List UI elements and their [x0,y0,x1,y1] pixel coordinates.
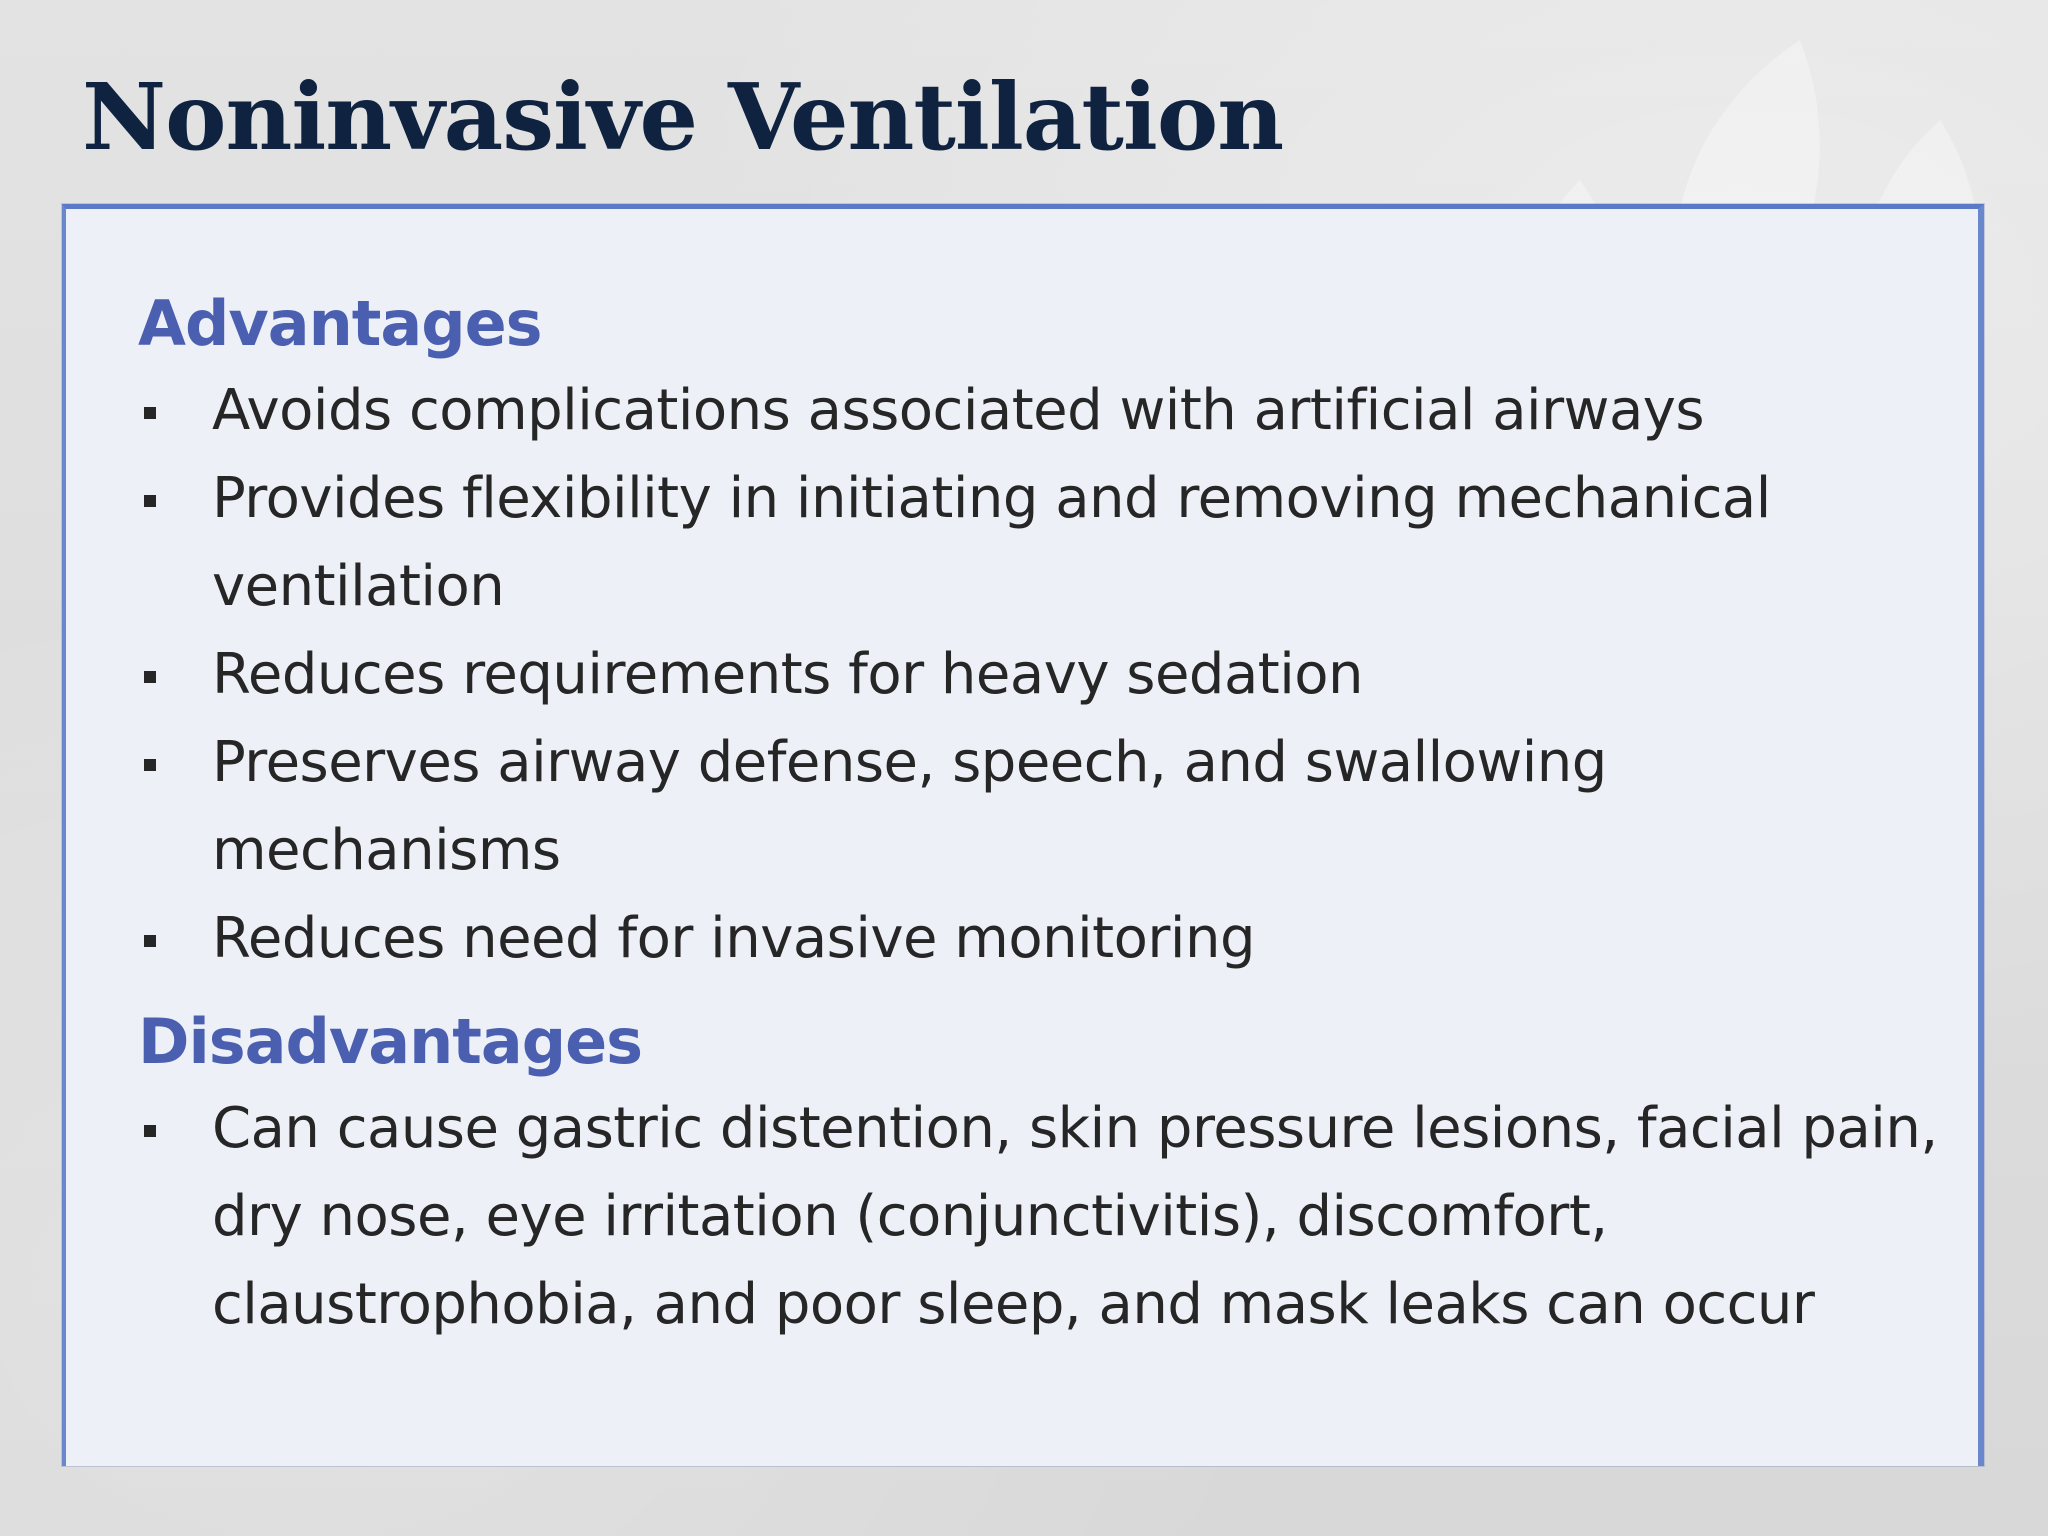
advantages-section [138,281,1938,983]
list-item-text: Reduces requirements for heavy sedation [212,642,1364,707]
bullet-icon [144,407,156,419]
advantages-heading: Advantages [138,287,542,360]
disadvantages-section [138,999,1938,1349]
list-item-text: Preserves airway defense, speech, and swallowing mechanisms [212,730,1607,883]
list-item-text: Reduces need for invasive monitoring [212,906,1255,971]
bullet-icon [144,671,156,683]
disadvantages-list [138,1085,1938,1349]
list-item [138,455,1938,631]
list-item-text: Can cause gastric distention, skin pressure lesions, facial pain, dry nose, eye irritation (conjunctivitis), discomfort, claustrophobia, and poor sleep, and mask leaks can occur [212,1096,1938,1337]
slide-title: Noninvasive Ventilation [82,63,1284,171]
list-item [138,631,1938,719]
disadvantages-heading: Disadvantages [138,1005,643,1078]
list-item [138,1085,1938,1349]
advantages-list [138,367,1938,983]
list-item-text: Avoids complications associated with artificial airways [212,378,1705,443]
bullet-icon [144,495,156,507]
bullet-icon [144,935,156,947]
list-item [138,719,1938,895]
list-item [138,367,1938,455]
bullet-icon [144,759,156,771]
list-item-text: Provides flexibility in initiating and removing mechanical ventilation [212,466,1771,619]
content-box [62,204,1984,1466]
bullet-icon [144,1125,156,1137]
list-item [138,895,1938,983]
